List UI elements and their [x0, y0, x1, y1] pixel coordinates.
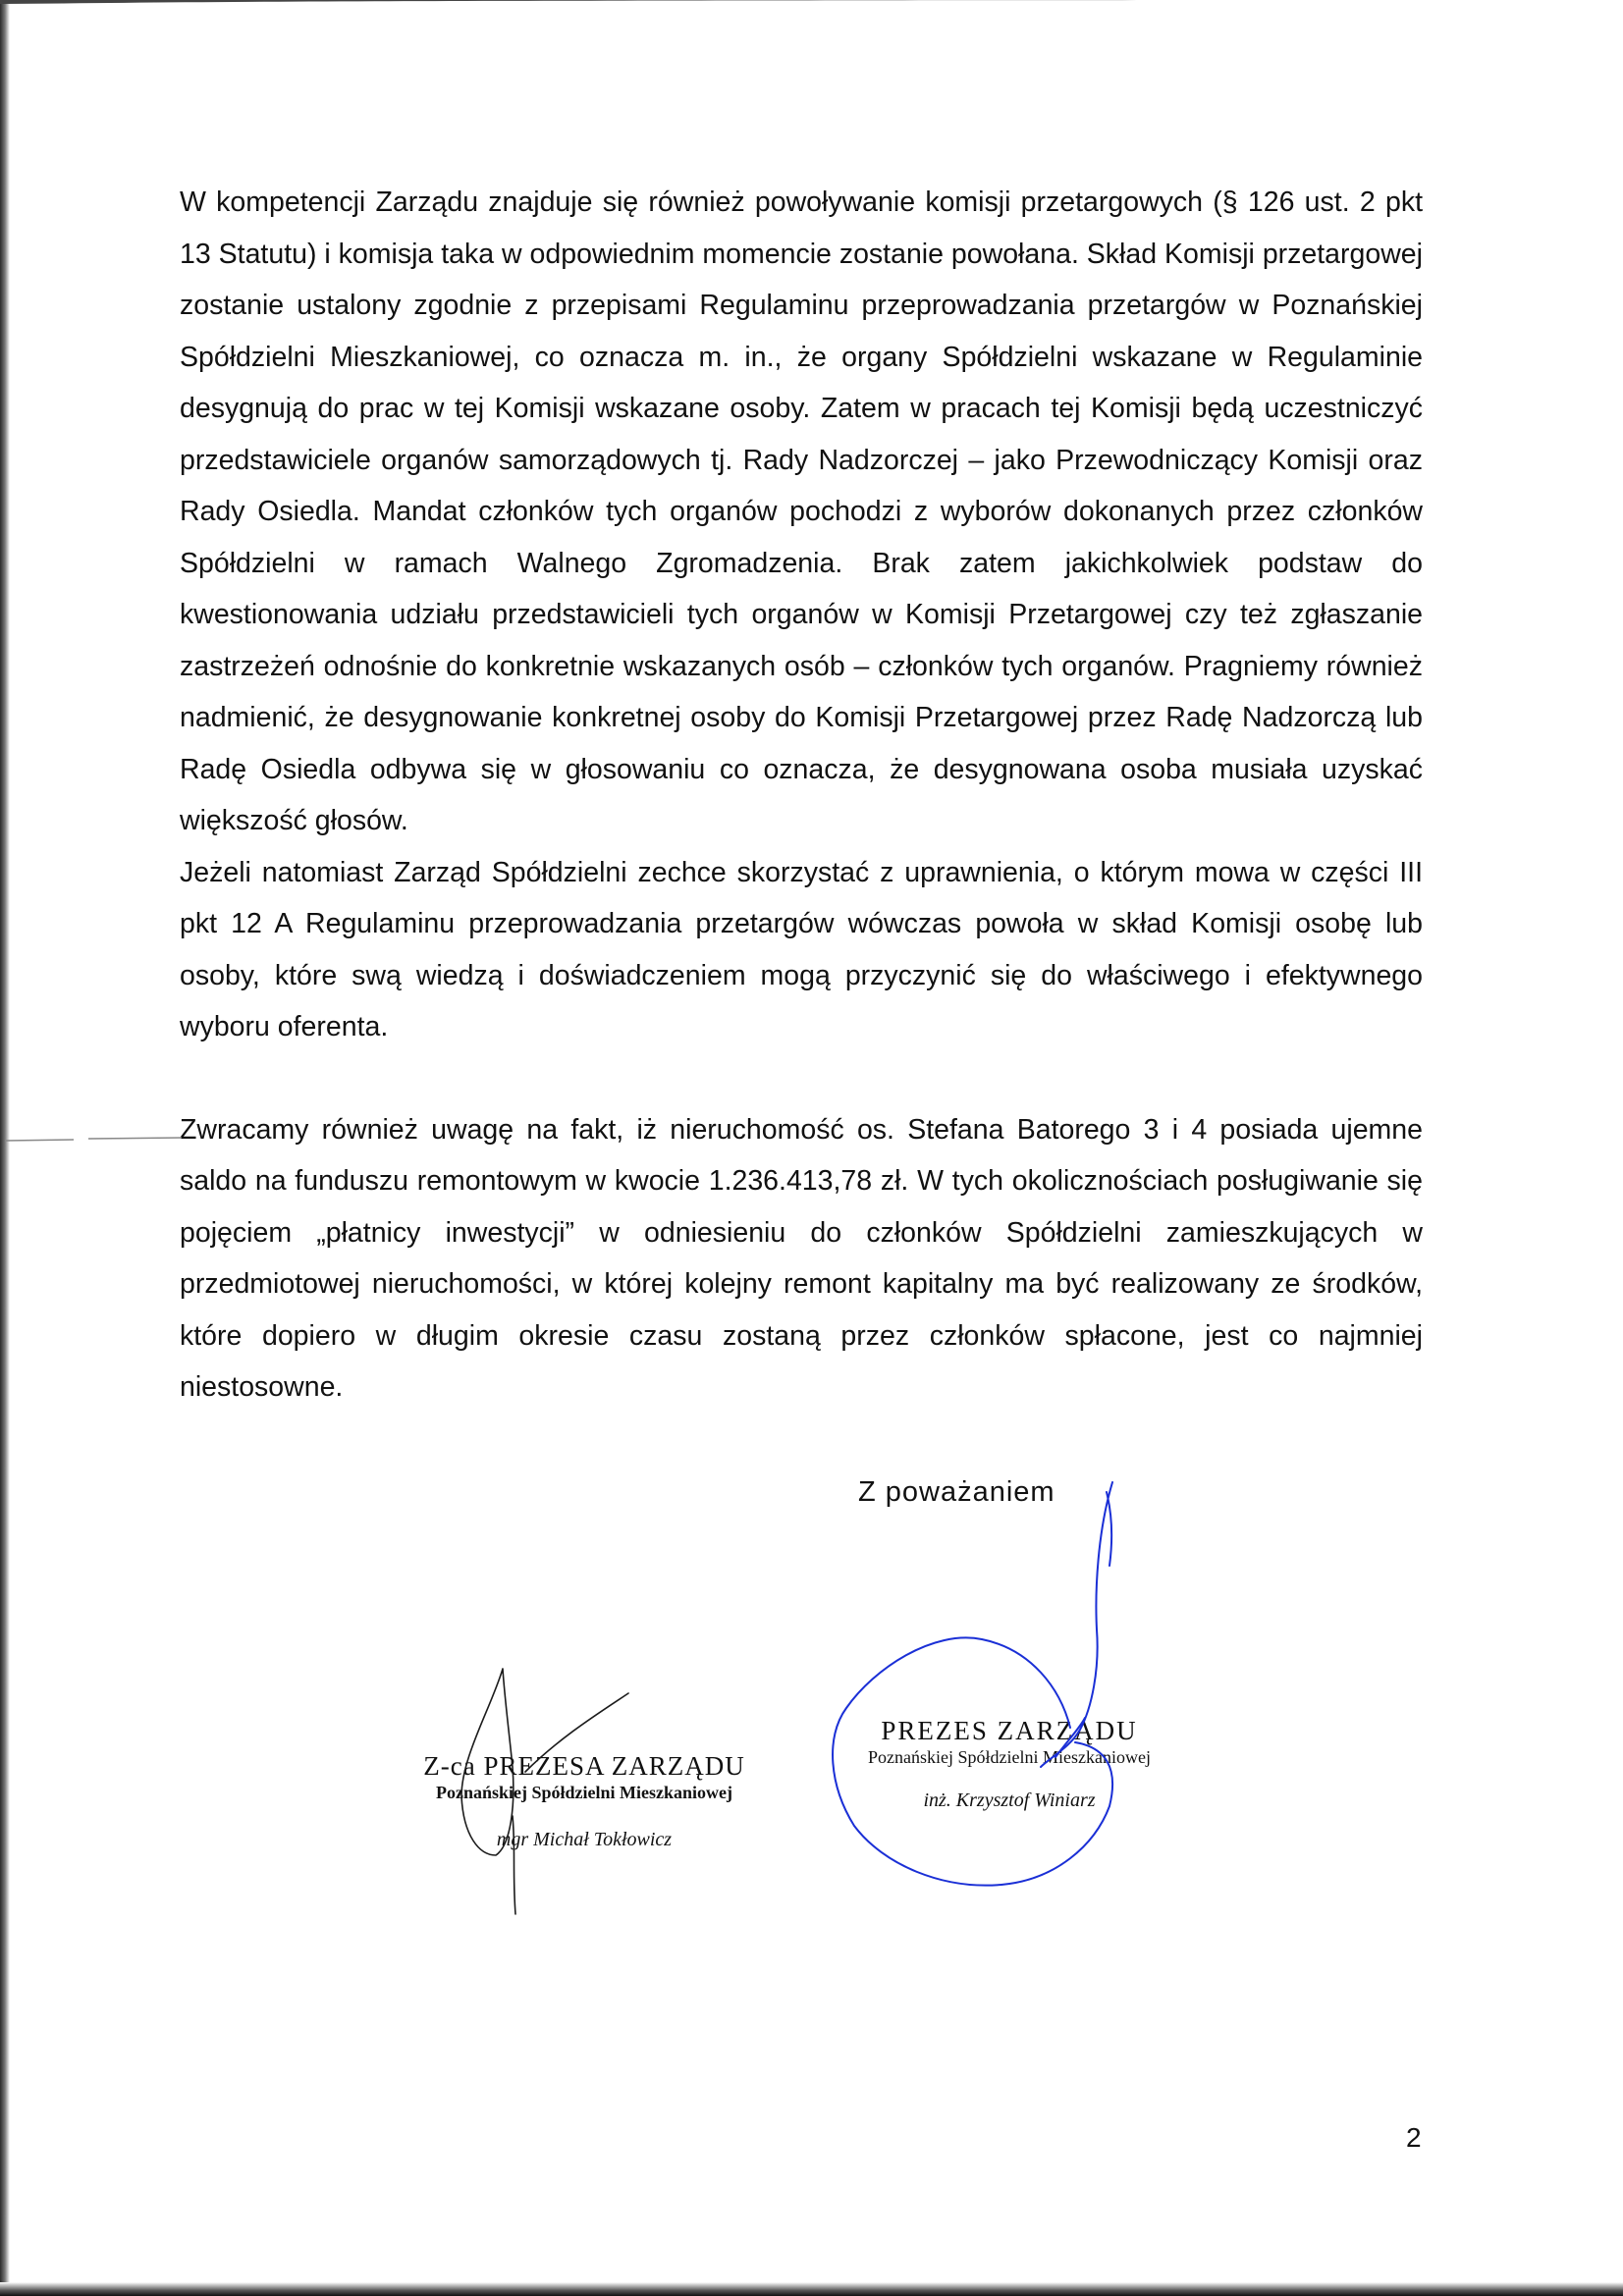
stamp-title: Z-ca PREZESA ZARZĄDU	[423, 1751, 745, 1781]
stamp-title: PREZES ZARZĄDU	[881, 1716, 1138, 1745]
scan-edge-bottom	[0, 2282, 1623, 2296]
stamp-organization: Poznańskiej Spółdzielni Mieszkaniowej	[868, 1747, 1151, 1767]
stamp-signatory-name: inż. Krzysztof Winiarz	[923, 1789, 1096, 1811]
page-number: 2	[1406, 2122, 1422, 2153]
signature-left	[461, 1669, 628, 1914]
paragraph-committee: W kompetencji Zarządu znajduje się również powoływanie komisji przetargowych (§ 126 ust. 2 pkt 13 Statutu) i komisja taka w odpowiednim momencie zostanie powołana. Skład Komisji przetargowej zostanie ustalony zgodnie z przepisami Regulaminu przeprowadzania przetargów w Poznańskiej Spółdzielni Mieszkaniowej, co oznacza m. in., że organy Spółdzielni wskazane w Regulaminie desygnują do prac w tej Komisji wskazane osoby. Zatem w pracach tej Komisji będą uczestniczyć przedstawiciele organów samorządowych tj. Rady Nadzorczej – jako Przewodniczący Komisji oraz Rady Osiedla. Mandat członków tych organów pochodzi z wyborów dokonanych przez członków Spółdzielni w ramach Walnego Zgromadzenia. Brak zatem jakichkolwiek podstaw do kwestionowania udziału przedstawicieli tych organów w Komisji Przetargowej czy też zgłaszanie zastrzeżeń odnośnie do konkretnie wskazanych osób – członków tych organów. Pragniemy również nadmienić, że desygnowanie konkretnej osoby do Komisji Przetargowej przez Radę Nadzorczą lub Radę Osiedla odbywa się w głosowaniu co oznacza, że desygnowana osoba musiała uzyskać większość głosów.	[180, 187, 1423, 836]
paragraph-board-rights: Jeżeli natomiast Zarząd Spółdzielni zechce skorzystać z uprawnienia, o którym mowa w części III pkt 12 A Regulaminu przeprowadzania przetargów wówczas powoła w skład Komisji osobę lub osoby, które swą wiedzą i doświadczeniem mogą przyczynić się do właściwego i efektywnego wyboru oferenta.	[180, 856, 1423, 1042]
stamp-signatory-name: mgr Michał Tokłowicz	[496, 1829, 673, 1850]
stamp-organization: Poznańskiej Spółdzielni Mieszkaniowej	[435, 1783, 732, 1802]
salutation: Z poważaniem	[858, 1476, 1055, 1508]
signature-right	[833, 1482, 1112, 1886]
paragraph-renovation-fund: Zwracamy również uwagę na fakt, iż nieruchomość os. Stefana Batorego 3 i 4 posiada ujemne saldo na funduszu remontowym w kwocie 1.236.413,78 zł. W tych okolicznościach posługiwanie się pojęciem „płatnicy inwestycji” w odniesieniu do członków Spółdzielni zamieszkujących w przedmiotowej nieruchomości, w której kolejny remont kapitalny ma być realizowany ze środków, które dopiero w długim okresie czasu zostaną przez członków spłacone, jest co najmniej niestosowne.	[180, 1113, 1423, 1403]
